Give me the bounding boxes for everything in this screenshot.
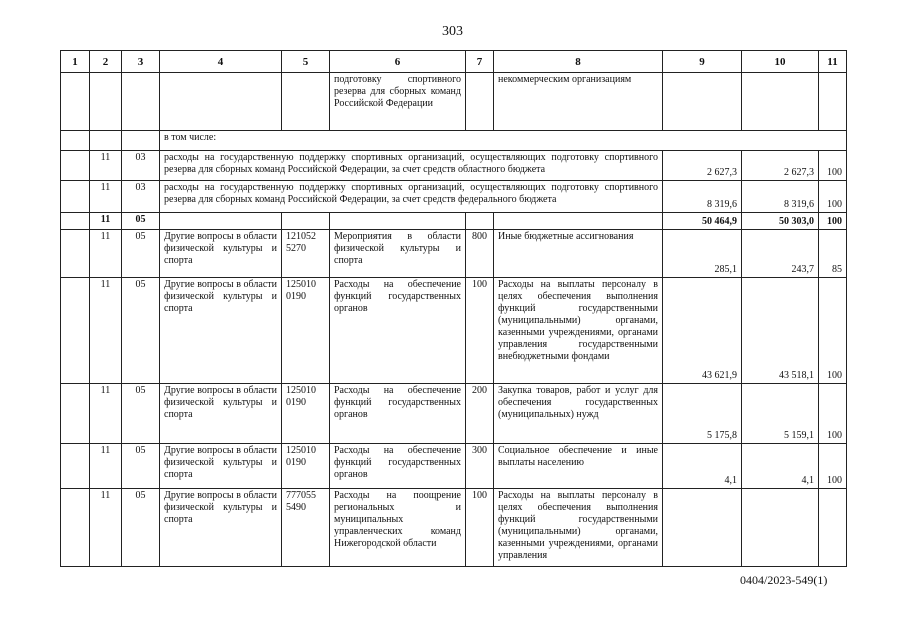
table-cell [61, 181, 90, 213]
target-article-cell: 125010 0190 [282, 444, 330, 489]
percent-cell: 85 [819, 230, 847, 278]
section-code-cell: 11 [90, 181, 122, 213]
continuation-row [61, 73, 847, 131]
table-cell [819, 73, 847, 131]
budget-execution-table [60, 50, 847, 567]
expense-name-cell: Мероприятия в области физической культуры и спорта [330, 230, 466, 278]
target-article-cell: 125010 0190 [282, 384, 330, 444]
table-cell [122, 73, 160, 131]
section-code-cell: 11 [90, 278, 122, 384]
subsection-code-cell: 05 [122, 444, 160, 489]
percent-cell: 100 [819, 384, 847, 444]
percent-cell [819, 489, 847, 567]
target-article-cell: 125010 0190 [282, 278, 330, 384]
header-cell: 3 [122, 51, 160, 73]
actual-amount-cell: 2 627,3 [742, 151, 819, 181]
header-cell: 5 [282, 51, 330, 73]
target-article-cell: 121052 5270 [282, 230, 330, 278]
expense-name-cell: Расходы на обеспечение функций государственных органов [330, 444, 466, 489]
table-cell [742, 73, 819, 131]
table-cell [61, 384, 90, 444]
table-cell [282, 213, 330, 230]
subsection-name-cell: Другие вопросы в области физической культуры и спорта [160, 489, 282, 567]
expense-type-code-cell: 100 [466, 489, 494, 567]
table-row [61, 230, 847, 278]
header-cell: 6 [330, 51, 466, 73]
expense-type-cell: Расходы на выплаты персоналу в целях обеспечения выполнения функций государственными (муниципальными) органами, казенными учреждениями, органами управления [494, 489, 663, 567]
actual-amount-cell: 8 319,6 [742, 181, 819, 213]
planned-amount-cell: 5 175,8 [663, 384, 742, 444]
subsection-code-cell: 05 [122, 278, 160, 384]
table-cell [90, 131, 122, 151]
expense-type-code-cell: 100 [466, 278, 494, 384]
table-cell [61, 489, 90, 567]
percent-cell: 100 [819, 151, 847, 181]
expense-name-cell: подготовку спортивного резерва для сборных команд Российской Федерации [330, 73, 466, 131]
expense-type-code-cell: 800 [466, 230, 494, 278]
actual-amount-cell: 43 518,1 [742, 278, 819, 384]
expense-type-cell: Расходы на выплаты персоналу в целях обеспечения выполнения функций государственными (муниципальными) органами, казенными учреждениями, органами управления государственными внебюджетными фондами [494, 278, 663, 384]
expense-type-code-cell: 200 [466, 384, 494, 444]
percent-cell: 100 [819, 444, 847, 489]
header-cell: 8 [494, 51, 663, 73]
subsection-code-cell: 05 [122, 230, 160, 278]
planned-amount-cell: 8 319,6 [663, 181, 742, 213]
planned-amount-cell [663, 489, 742, 567]
table-header-row [61, 51, 847, 73]
table-cell [61, 278, 90, 384]
subsection-total-row [61, 213, 847, 230]
expense-type-code-cell: 300 [466, 444, 494, 489]
section-code-cell: 11 [90, 151, 122, 181]
table-cell [61, 151, 90, 181]
in-that-number-row [61, 131, 847, 151]
header-cell: 10 [742, 51, 819, 73]
table-cell [466, 213, 494, 230]
expense-name-cell: Расходы на обеспечение функций государственных органов [330, 278, 466, 384]
expense-type-cell: Закупка товаров, работ и услуг для обеспечения государственных (муниципальных) нужд [494, 384, 663, 444]
subsection-name-cell: Другие вопросы в области физической культуры и спорта [160, 384, 282, 444]
subsection-name-cell: Другие вопросы в области физической культуры и спорта [160, 444, 282, 489]
sub-row [61, 151, 847, 181]
subsection-code-cell: 05 [122, 384, 160, 444]
header-cell: 1 [61, 51, 90, 73]
table-cell [160, 73, 282, 131]
expense-type-cell: Иные бюджетные ассигнования [494, 230, 663, 278]
planned-amount-cell: 2 627,3 [663, 151, 742, 181]
table-cell [663, 73, 742, 131]
sub-row-description: расходы на государственную поддержку спортивных организаций, осуществляющих подготовку спортивного резерва для сборных команд Российской Федерации, за счет средств федерального бюджета [160, 181, 663, 213]
target-article-cell: 777055 5490 [282, 489, 330, 567]
table-cell [61, 444, 90, 489]
table-cell [160, 213, 282, 230]
subsection-code-cell: 03 [122, 151, 160, 181]
table-row [61, 384, 847, 444]
document-code: 0404/2023-549(1) [740, 573, 828, 587]
table-cell [494, 213, 663, 230]
actual-amount-cell: 5 159,1 [742, 384, 819, 444]
header-cell: 4 [160, 51, 282, 73]
section-code-cell: 11 [90, 384, 122, 444]
expense-type-cell: некоммерческим организациям [494, 73, 663, 131]
actual-amount-cell: 243,7 [742, 230, 819, 278]
table-cell [61, 213, 90, 230]
table-cell [61, 73, 90, 131]
page-number: 303 [442, 24, 463, 39]
subsection-code-cell: 05 [122, 489, 160, 567]
planned-amount-cell: 4,1 [663, 444, 742, 489]
subsection-name-cell: Другие вопросы в области физической культуры и спорта [160, 278, 282, 384]
actual-amount-cell: 4,1 [742, 444, 819, 489]
subsection-code-cell: 05 [122, 213, 160, 230]
sub-row-description: расходы на государственную поддержку спортивных организаций, осуществляющих подготовку спортивного резерва для сборных команд Российской Федерации, за счет средств областного бюджета [160, 151, 663, 181]
table-cell [122, 131, 160, 151]
planned-amount-cell: 285,1 [663, 230, 742, 278]
subsection-code-cell: 03 [122, 181, 160, 213]
header-cell: 11 [819, 51, 847, 73]
section-code-cell: 11 [90, 230, 122, 278]
table-cell [90, 73, 122, 131]
percent-cell: 100 [819, 181, 847, 213]
expense-name-cell: Расходы на поощрение региональных и муниципальных управленческих команд Нижегородской области [330, 489, 466, 567]
section-code-cell: 11 [90, 489, 122, 567]
section-code-cell: 11 [90, 213, 122, 230]
table-row [61, 489, 847, 567]
planned-amount-cell: 50 464,9 [663, 213, 742, 230]
table-cell [466, 73, 494, 131]
header-cell: 9 [663, 51, 742, 73]
actual-amount-cell: 50 303,0 [742, 213, 819, 230]
table-cell [282, 73, 330, 131]
table-row [61, 278, 847, 384]
percent-cell: 100 [819, 213, 847, 230]
expense-name-cell: Расходы на обеспечение функций государственных органов [330, 384, 466, 444]
table-row [61, 444, 847, 489]
sub-row [61, 181, 847, 213]
actual-amount-cell [742, 489, 819, 567]
expense-type-cell: Социальное обеспечение и иные выплаты населению [494, 444, 663, 489]
planned-amount-cell: 43 621,9 [663, 278, 742, 384]
table-cell [330, 213, 466, 230]
table-cell [61, 230, 90, 278]
section-code-cell: 11 [90, 444, 122, 489]
subsection-name-cell: Другие вопросы в области физической культуры и спорта [160, 230, 282, 278]
header-cell: 2 [90, 51, 122, 73]
in-that-number-label: в том числе: [160, 131, 847, 151]
percent-cell: 100 [819, 278, 847, 384]
header-cell: 7 [466, 51, 494, 73]
table-cell [61, 131, 90, 151]
